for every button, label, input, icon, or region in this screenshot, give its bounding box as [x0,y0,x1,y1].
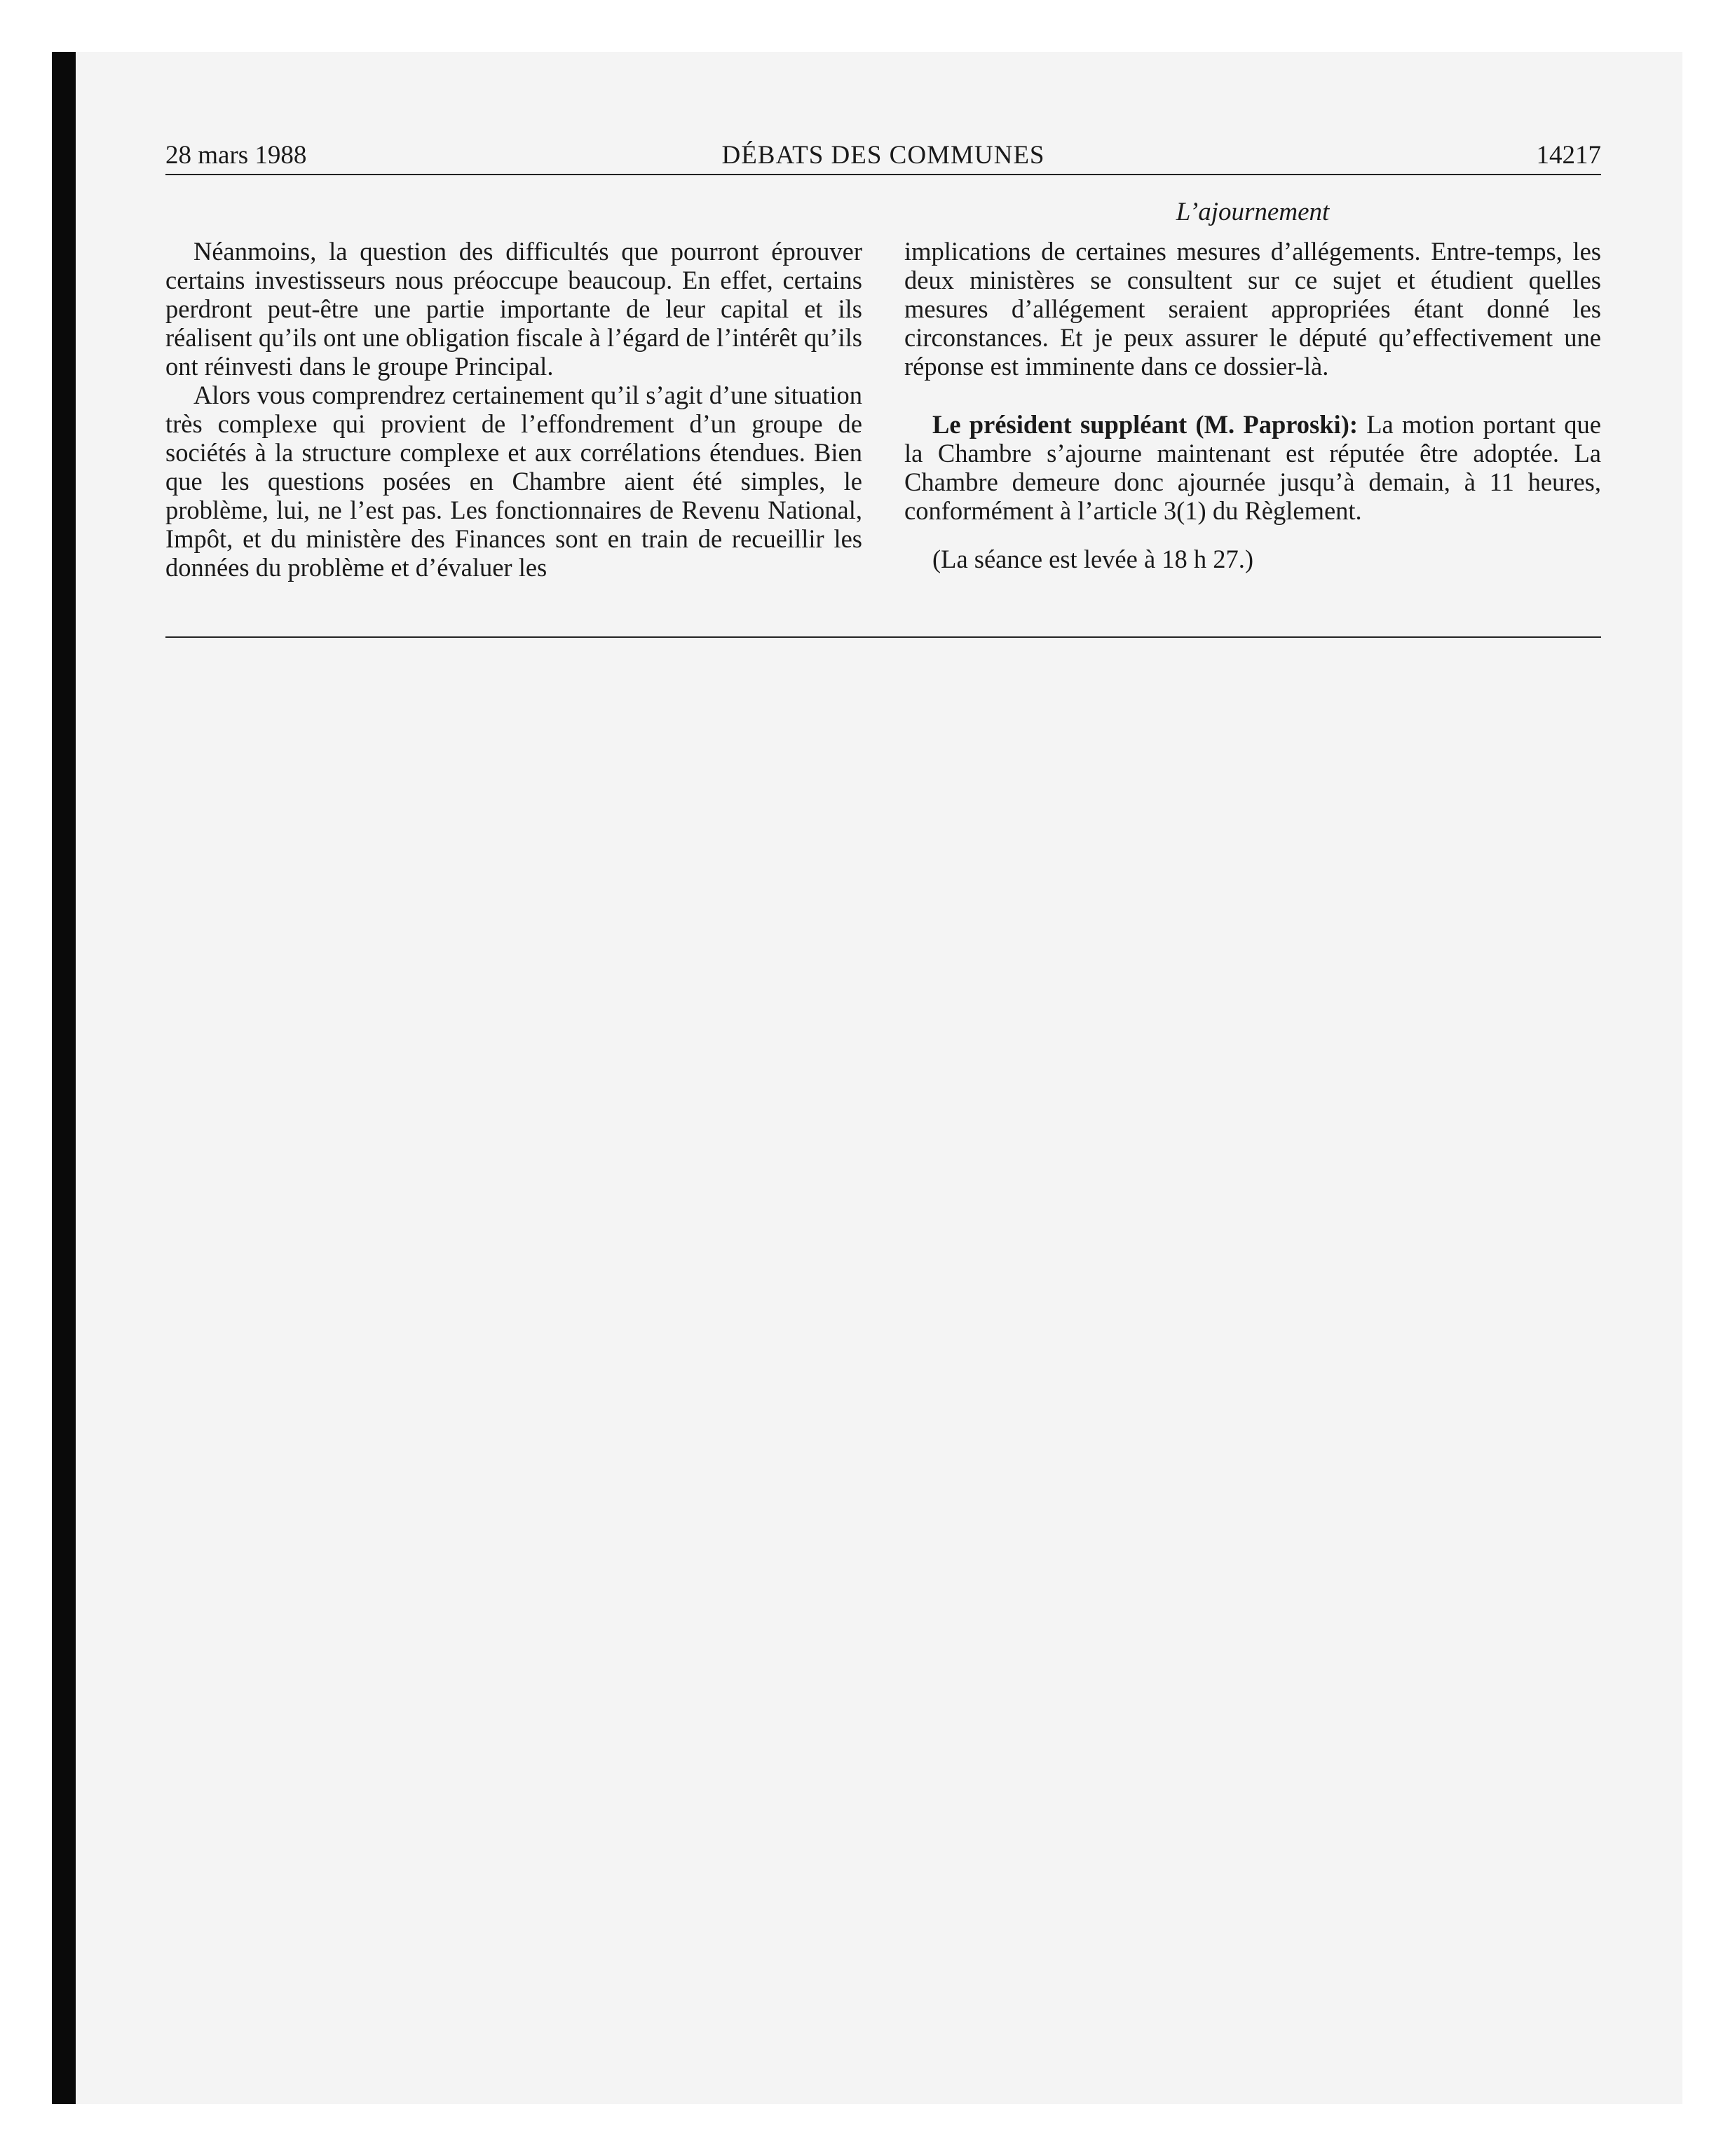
paragraph: Néanmoins, la question des difficultés que pourront éprouver certains investisseurs nous préoccupe beaucoup. En effet, certains perdront peut-être une partie importante de leur capital et ils réalisent qu’ils ont une obligation fiscale à l’égard de l’intérêt qu’ils ont réinvesti dans le groupe Principal. [165,237,862,381]
speaker-name: Le président suppléant (M. Paproski): [932,410,1358,439]
section-title: L’ajournement [1176,198,1330,226]
publication-title: DÉBATS DES COMMUNES [721,141,1045,170]
left-column [165,237,862,582]
speaker-paragraph [904,410,1601,525]
right-column [904,237,1601,573]
paragraph-continuation: implications de certaines mesures d’allégements. Entre-temps, les deux ministères se consultent sur ce sujet et étudient quelles mesures d’allégement seraient appropriées étant donné les circonstances. Et je peux assurer le député qu’effectivement une réponse est imminente dans ce dossier-là. [904,237,1601,381]
scan-binding-edge [52,52,76,2104]
header-date: 28 mars 1988 [165,141,307,170]
document-page [165,137,1601,582]
speech-text: La motion portant que la Chambre s’ajourne maintenant est réputée être adoptée. La Chambre demeure donc ajournée jusqu’à demain, à 11 heures, conformément à l’article 3(1) du Règlement. [904,410,1601,525]
page-number: 14217 [1536,141,1601,170]
running-header [165,137,1601,175]
paragraph: Alors vous comprendrez certainement qu’il s’agit d’une situation très complexe qui provient de l’effondrement d’un groupe de sociétés à la structure complexe et aux corrélations étendues. Bien que les questions posées en Chambre aient été simples, le problème, lui, ne l’est pas. Les fonctionnaires de Revenu National, Impôt, et du ministère des Finances sont en train de recueillir les données du problème et d’évaluer les [165,381,862,582]
adjournment-note: (La séance est levée à 18 h 27.) [932,545,1254,573]
bottom-rule [165,636,1601,638]
